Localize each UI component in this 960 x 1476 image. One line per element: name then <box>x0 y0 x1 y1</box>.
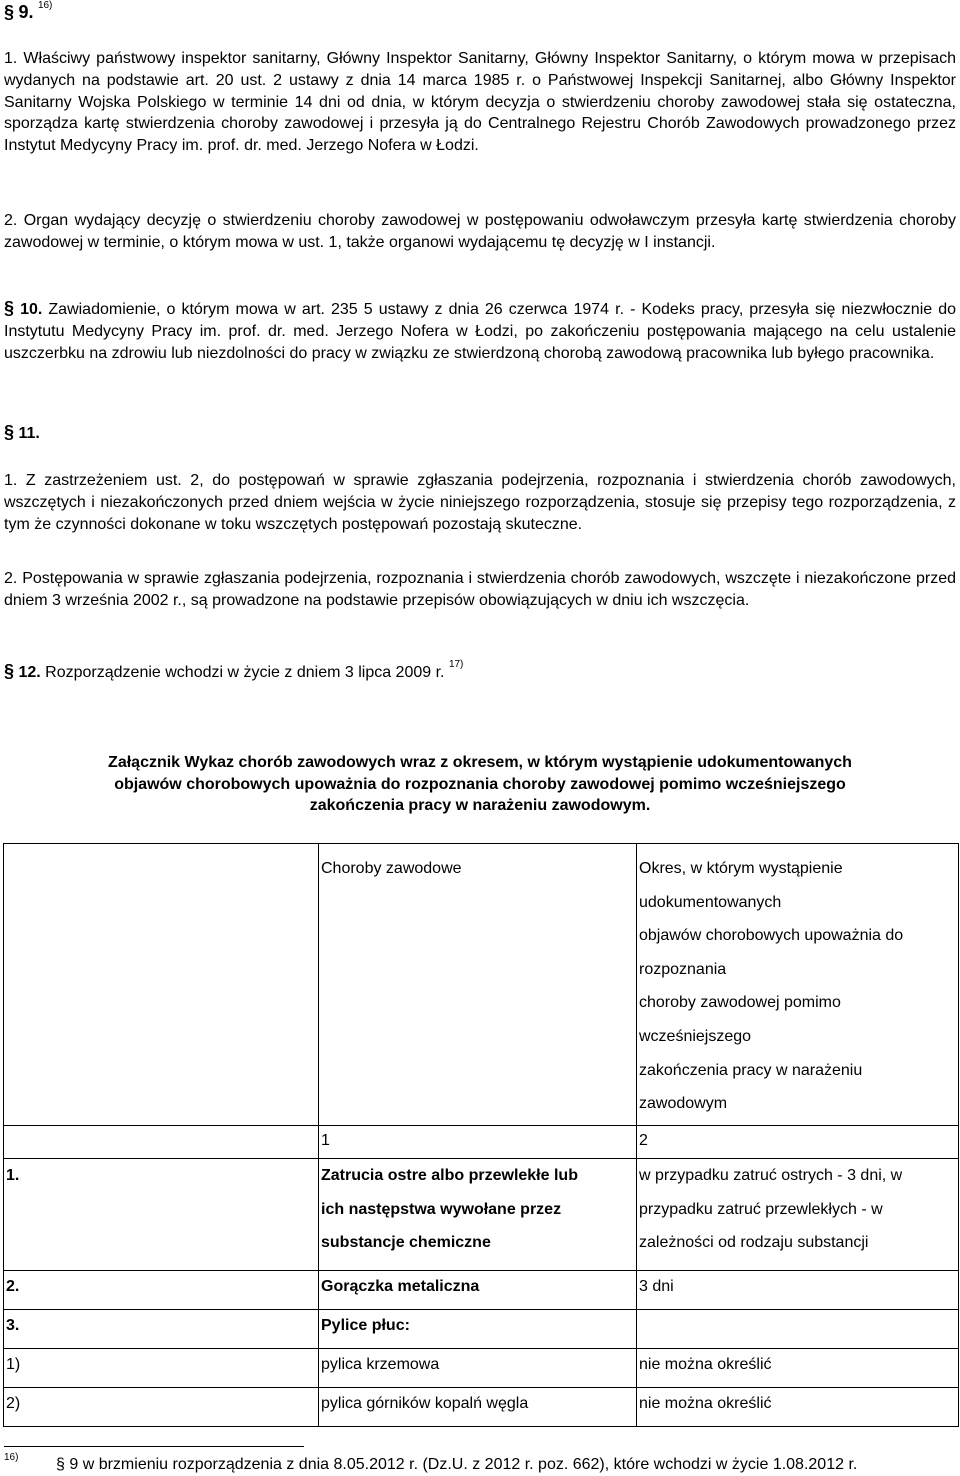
table-cell <box>319 1126 637 1159</box>
period-value: 3 dni <box>639 1278 674 1295</box>
annex-table <box>3 843 959 1427</box>
footnote-ref: 17) <box>448 659 464 670</box>
period-line: zależności od rodzaju substancji <box>639 1234 869 1252</box>
table-row <box>4 1271 959 1310</box>
disease-line: substancje chemiczne <box>321 1234 491 1252</box>
table-cell <box>319 1388 637 1427</box>
section-sign: § <box>4 2 15 22</box>
table-cell <box>4 844 319 1126</box>
annex-title-line: zakończenia pracy w narażeniu zawodowym. <box>309 797 651 814</box>
table-row <box>4 1349 959 1388</box>
header-line: rozpoznania <box>639 960 727 978</box>
section-number: 12. <box>18 664 41 681</box>
section-number: 10. <box>20 301 43 318</box>
s9-paragraph-2: 2. Organ wydający decyzję o stwierdzeniu choroby zawodowej w postępowaniu odwoławczym przesyła kartę stwierdzenia choroby zawodowej w terminie, o którym mowa w ust. 1, także organowi wydającemu tę decyzję w I instancji. <box>4 212 956 251</box>
row-number: 3. <box>6 1317 20 1334</box>
disease-name: Pylice płuc: <box>321 1317 410 1334</box>
period-line: w przypadku zatruć ostrych - 3 dni, w <box>639 1167 903 1184</box>
header-line: zakończenia pracy w narażeniu <box>639 1061 863 1079</box>
s11-paragraph-2: 2. Postępowania w sprawie zgłaszania podejrzenia, rozpoznania i stwierdzenia chorób zawodowych, wszczęte i niezakończone przed dniem 3 września 2002 r., są prowadzone na podstawie przepisów obowiązujących w dniu ich wszczęcia. <box>4 570 956 609</box>
s9-paragraph-1: 1. Właściwy państwowy inspektor sanitarny, Główny Inspektor Sanitarny, Główny Inspektor Sanitarny, o którym mowa w przepisach wydanych na podstawie art. 20 ust. 2 ustawy z dnia 14 marca 1985 r. o Państwowej Inspekcji Sanitarnej, albo Główny Inspektor Sanitarny Wojska Polskiego w terminie 14 dni od dnia, w którym decyzja o stwierdzeniu choroby zawodowej stała się ostateczna, sporządza kartę stwierdzenia choroby zawodowej i przesyła ją do Centralnego Rejestru Chorób Zawodowych prowadzonego przez Instytut Medycyny Pracy im. prof. dr. med. Jerzego Nofera w Łodzi. <box>4 50 956 155</box>
table-header-row <box>4 844 959 1126</box>
row-number: 2) <box>6 1395 21 1412</box>
section-12 <box>4 661 463 682</box>
annex-title-line: objawów chorobowych upoważnia do rozpoznania choroby zawodowej pomimo wcześniejszego <box>114 775 846 793</box>
s11-paragraph-1: 1. Z zastrzeżeniem ust. 2, do postępowań w sprawie zgłaszania podejrzenia, rozpoznania i stwierdzenia chorób zawodowych, wszczętych i niezakończonych przed dniem wejścia w życie niniejszego rozporządzenia, stosuje się przepisy tego rozporządzenia, z tym że czynności dokonane w toku wszczętych postępowań pozostają skuteczne. <box>4 472 956 533</box>
section-11-heading <box>4 422 40 443</box>
section-12-text: Rozporządzenie wchodzi w życie z dniem 3 lipca 2009 r. <box>45 664 445 681</box>
footnote-ref: 16) <box>37 0 53 11</box>
period-value <box>639 1159 958 1260</box>
table-cell <box>637 1388 959 1427</box>
footnote-body: 9 w brzmieniu rozporządzenia z dnia 8.05.2012 r. (Dz.U. z 2012 r. poz. 662), które wchodzi w życie 1.08.2012 r. <box>69 1456 858 1473</box>
period-value: nie można określić <box>639 1395 772 1412</box>
table-row <box>4 1310 959 1349</box>
table-row <box>4 1159 959 1271</box>
table-row <box>4 1388 959 1427</box>
table-cell <box>637 1159 959 1271</box>
table-cell <box>319 1310 637 1349</box>
annex-title-line: Załącznik Wykaz chorób zawodowych wraz z okresem, w którym wystąpienie udokumentowanych <box>108 754 852 771</box>
column-number-row <box>4 1126 959 1159</box>
table-cell <box>319 1271 637 1310</box>
table-cell <box>319 844 637 1126</box>
table-cell <box>637 1271 959 1310</box>
header-col-2 <box>639 852 958 1121</box>
header-line: wcześniejszego <box>639 1027 752 1045</box>
table-cell <box>4 1388 319 1427</box>
disease-name <box>321 1159 636 1260</box>
row-number: 1. <box>6 1167 20 1184</box>
disease-name: pylica górników kopalń węgla <box>321 1395 529 1412</box>
table-cell <box>319 1349 637 1388</box>
section-10-text: Zawiadomienie, o którym mowa w art. 235 5 ustawy z dnia 26 czerwca 1974 r. - Kodeks pracy, przesyła się niezwłocznie do Instytutu Medycyny Pracy im. prof. dr. med. Jerzego Nofera w Łodzi, po zakończeniu postępowania mającego na celu ustalenie uszczerbku na zdrowiu lub niezdolności do pracy w związku ze stwierdzoną chorobą zawodową pracownika lub byłego pracownika. <box>4 301 957 362</box>
table-cell <box>4 1126 319 1159</box>
column-number: 2 <box>639 1132 648 1149</box>
table-cell <box>637 1349 959 1388</box>
disease-line: ich następstwa wywołane przez <box>321 1200 562 1218</box>
disease-line: Zatrucia ostre albo przewlekłe lub <box>321 1167 578 1184</box>
table-cell <box>637 1310 959 1349</box>
section-number: 9. <box>18 2 34 22</box>
annex-title <box>30 752 930 817</box>
section-sign: § <box>4 298 15 318</box>
section-10 <box>4 298 956 364</box>
disease-name: pylica krzemowa <box>321 1356 440 1373</box>
row-number: 2. <box>6 1278 20 1295</box>
period-line: przypadku zatruć przewlekłych - w <box>639 1200 883 1218</box>
header-line: choroby zawodowej pomimo <box>639 994 841 1012</box>
header-col-1: Choroby zawodowe <box>321 860 462 877</box>
section-sign: § <box>4 661 15 681</box>
row-number: 1) <box>6 1356 21 1373</box>
header-line: zawodowym <box>639 1095 728 1113</box>
section-9-heading <box>4 2 52 23</box>
table-cell <box>4 1159 319 1271</box>
table-cell <box>4 1310 319 1349</box>
header-line: Okres, w którym wystąpienie <box>639 860 843 877</box>
footnote-mark: 16) <box>4 1452 19 1463</box>
footnote-separator <box>4 1446 304 1447</box>
table-cell <box>637 844 959 1126</box>
table-cell <box>4 1349 319 1388</box>
section-number: 11. <box>18 425 40 442</box>
section-sign: § <box>56 1456 65 1473</box>
header-line: udokumentowanych <box>639 893 782 911</box>
section-sign: § <box>4 422 15 442</box>
footnote-text <box>56 1456 857 1474</box>
header-line: objawów chorobowych upoważnia do <box>639 927 904 945</box>
table-cell <box>637 1126 959 1159</box>
disease-name: Gorączka metaliczna <box>321 1278 480 1295</box>
period-value: nie można określić <box>639 1356 772 1373</box>
column-number: 1 <box>321 1132 330 1149</box>
table-cell <box>319 1159 637 1271</box>
table-cell <box>4 1271 319 1310</box>
